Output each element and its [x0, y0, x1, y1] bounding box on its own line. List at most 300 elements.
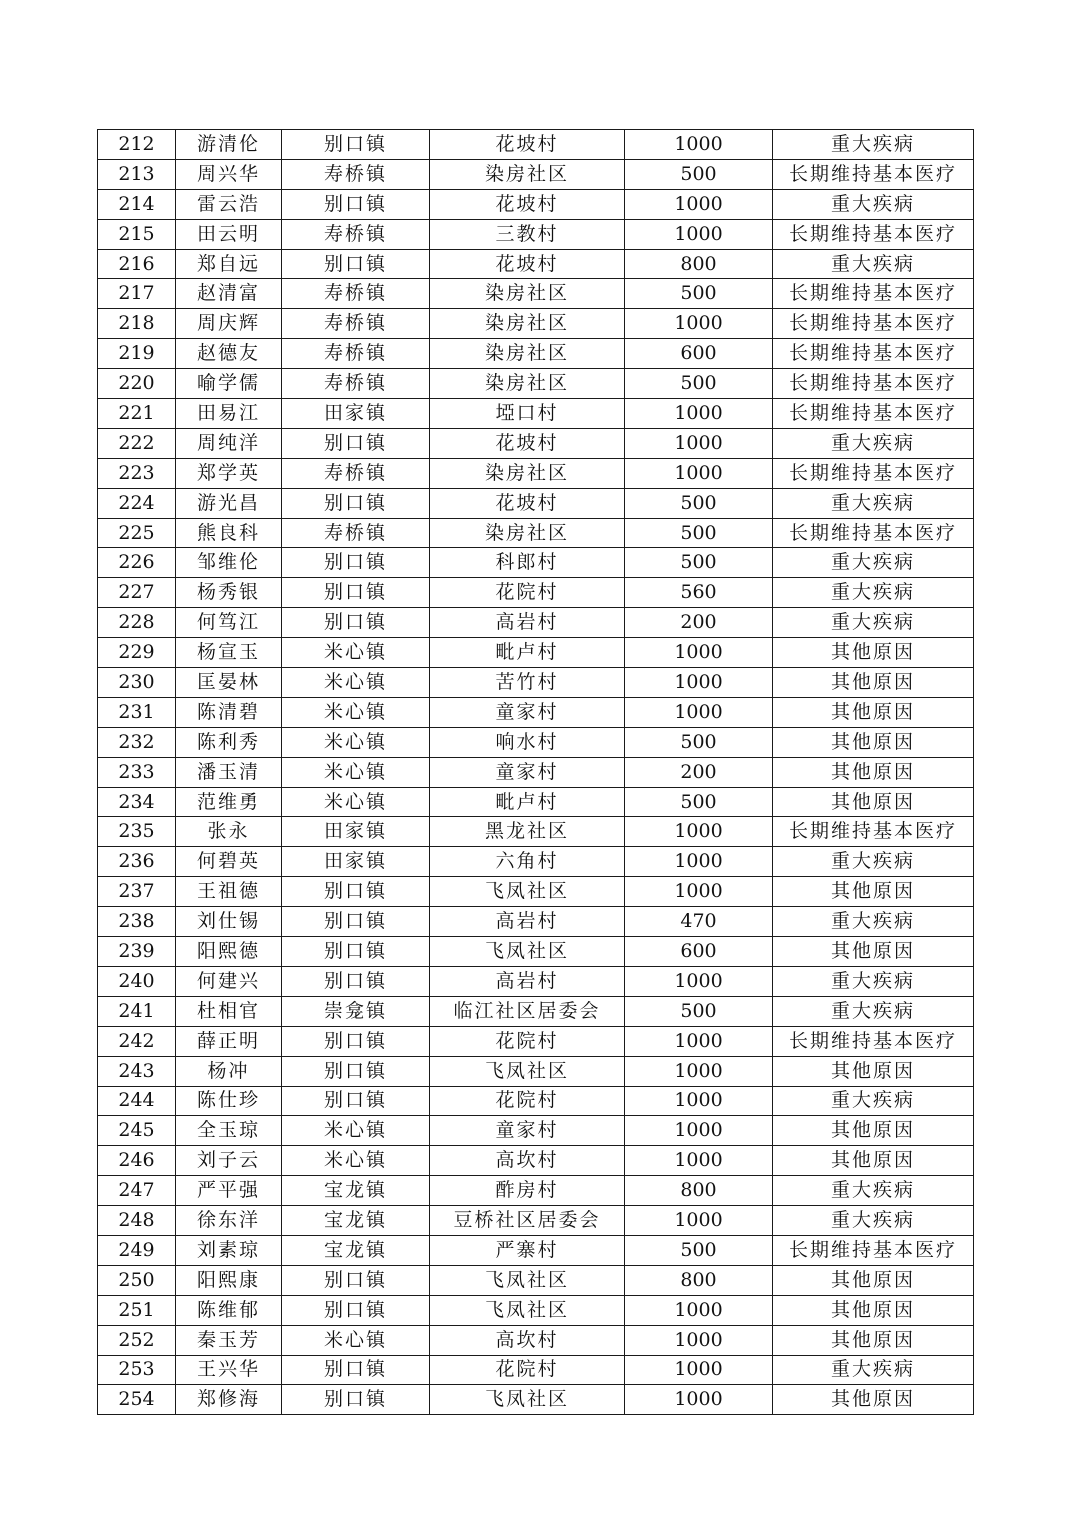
table-row — [98, 1056, 974, 1086]
reason-cell: 长期维持基本医疗 — [773, 458, 974, 488]
amount-cell: 1000 — [625, 1086, 773, 1116]
reason-cell: 其他原因 — [773, 1056, 974, 1086]
reason-cell: 其他原因 — [773, 757, 974, 787]
amount-cell: 1000 — [625, 219, 773, 249]
town-cell: 寿桥镇 — [282, 369, 430, 399]
town-cell: 崇龛镇 — [282, 996, 430, 1026]
reason-cell: 其他原因 — [773, 727, 974, 757]
amount-cell: 1000 — [625, 130, 773, 160]
village-cell: 花坡村 — [430, 189, 625, 219]
table-row — [98, 996, 974, 1026]
row-number-cell: 220 — [98, 369, 176, 399]
name-cell: 喻学儒 — [176, 369, 282, 399]
reason-cell: 长期维持基本医疗 — [773, 817, 974, 847]
town-cell: 田家镇 — [282, 817, 430, 847]
name-cell: 游光昌 — [176, 488, 282, 518]
row-number-cell: 250 — [98, 1265, 176, 1295]
row-number-cell: 235 — [98, 817, 176, 847]
village-cell: 响水村 — [430, 727, 625, 757]
row-number-cell: 243 — [98, 1056, 176, 1086]
row-number-cell: 224 — [98, 488, 176, 518]
row-number-cell: 254 — [98, 1385, 176, 1415]
name-cell: 刘仕锡 — [176, 907, 282, 937]
village-cell: 三教村 — [430, 219, 625, 249]
reason-cell: 重大疾病 — [773, 608, 974, 638]
town-cell: 米心镇 — [282, 697, 430, 727]
reason-cell: 重大疾病 — [773, 578, 974, 608]
table-row — [98, 727, 974, 757]
town-cell: 寿桥镇 — [282, 339, 430, 369]
village-cell: 酢房村 — [430, 1176, 625, 1206]
reason-cell: 其他原因 — [773, 1385, 974, 1415]
row-number-cell: 248 — [98, 1206, 176, 1236]
village-cell: 飞凤社区 — [430, 1385, 625, 1415]
town-cell: 别口镇 — [282, 1086, 430, 1116]
row-number-cell: 246 — [98, 1146, 176, 1176]
name-cell: 郑修海 — [176, 1385, 282, 1415]
amount-cell: 1000 — [625, 1385, 773, 1415]
reason-cell: 长期维持基本医疗 — [773, 1026, 974, 1056]
amount-cell: 200 — [625, 757, 773, 787]
name-cell: 熊良科 — [176, 518, 282, 548]
village-cell: 染房社区 — [430, 458, 625, 488]
row-number-cell: 222 — [98, 428, 176, 458]
village-cell: 花院村 — [430, 1026, 625, 1056]
row-number-cell: 217 — [98, 279, 176, 309]
name-cell: 邹维伦 — [176, 548, 282, 578]
row-number-cell: 241 — [98, 996, 176, 1026]
row-number-cell: 252 — [98, 1325, 176, 1355]
name-cell: 陈清碧 — [176, 697, 282, 727]
village-cell: 花院村 — [430, 1355, 625, 1385]
name-cell: 郑自远 — [176, 249, 282, 279]
row-number-cell: 244 — [98, 1086, 176, 1116]
reason-cell: 长期维持基本医疗 — [773, 159, 974, 189]
name-cell: 田云明 — [176, 219, 282, 249]
town-cell: 别口镇 — [282, 1026, 430, 1056]
table-row — [98, 668, 974, 698]
reason-cell: 重大疾病 — [773, 847, 974, 877]
row-number-cell: 251 — [98, 1295, 176, 1325]
town-cell: 别口镇 — [282, 1295, 430, 1325]
row-number-cell: 214 — [98, 189, 176, 219]
table-row — [98, 1385, 974, 1415]
row-number-cell: 227 — [98, 578, 176, 608]
amount-cell: 1000 — [625, 428, 773, 458]
table-row — [98, 1146, 974, 1176]
name-cell: 游清伦 — [176, 130, 282, 160]
table-row — [98, 219, 974, 249]
row-number-cell: 223 — [98, 458, 176, 488]
amount-cell: 600 — [625, 339, 773, 369]
amount-cell: 1000 — [625, 697, 773, 727]
town-cell: 别口镇 — [282, 966, 430, 996]
table-row — [98, 1026, 974, 1056]
name-cell: 雷云浩 — [176, 189, 282, 219]
village-cell: 童家村 — [430, 697, 625, 727]
row-number-cell: 228 — [98, 608, 176, 638]
reason-cell: 重大疾病 — [773, 1355, 974, 1385]
village-cell: 飞凤社区 — [430, 1265, 625, 1295]
name-cell: 秦玉芳 — [176, 1325, 282, 1355]
name-cell: 周兴华 — [176, 159, 282, 189]
reason-cell: 重大疾病 — [773, 1206, 974, 1236]
reason-cell: 其他原因 — [773, 638, 974, 668]
table-row — [98, 1206, 974, 1236]
row-number-cell: 231 — [98, 697, 176, 727]
name-cell: 田易江 — [176, 399, 282, 429]
reason-cell: 长期维持基本医疗 — [773, 518, 974, 548]
row-number-cell: 212 — [98, 130, 176, 160]
reason-cell: 重大疾病 — [773, 130, 974, 160]
table-row — [98, 399, 974, 429]
village-cell: 黑龙社区 — [430, 817, 625, 847]
village-cell: 染房社区 — [430, 159, 625, 189]
name-cell: 杨宣玉 — [176, 638, 282, 668]
row-number-cell: 237 — [98, 877, 176, 907]
amount-cell: 1000 — [625, 668, 773, 698]
village-cell: 临江社区居委会 — [430, 996, 625, 1026]
village-cell: 飞凤社区 — [430, 1295, 625, 1325]
amount-cell: 800 — [625, 1176, 773, 1206]
reason-cell: 长期维持基本医疗 — [773, 219, 974, 249]
table-row — [98, 907, 974, 937]
town-cell: 别口镇 — [282, 578, 430, 608]
table-row — [98, 159, 974, 189]
amount-cell: 1000 — [625, 1206, 773, 1236]
town-cell: 宝龙镇 — [282, 1176, 430, 1206]
name-cell: 何建兴 — [176, 966, 282, 996]
amount-cell: 500 — [625, 548, 773, 578]
table-row — [98, 817, 974, 847]
village-cell: 高坎村 — [430, 1146, 625, 1176]
name-cell: 潘玉清 — [176, 757, 282, 787]
village-cell: 花院村 — [430, 1086, 625, 1116]
row-number-cell: 221 — [98, 399, 176, 429]
amount-cell: 1000 — [625, 817, 773, 847]
village-cell: 高岩村 — [430, 608, 625, 638]
town-cell: 寿桥镇 — [282, 219, 430, 249]
table-row — [98, 279, 974, 309]
name-cell: 陈利秀 — [176, 727, 282, 757]
amount-cell: 1000 — [625, 966, 773, 996]
village-cell: 六角村 — [430, 847, 625, 877]
table-row — [98, 1116, 974, 1146]
town-cell: 别口镇 — [282, 608, 430, 638]
name-cell: 刘素琼 — [176, 1235, 282, 1265]
row-number-cell: 219 — [98, 339, 176, 369]
amount-cell: 1000 — [625, 847, 773, 877]
village-cell: 科郎村 — [430, 548, 625, 578]
village-cell: 童家村 — [430, 757, 625, 787]
town-cell: 米心镇 — [282, 1116, 430, 1146]
reason-cell: 重大疾病 — [773, 907, 974, 937]
town-cell: 宝龙镇 — [282, 1235, 430, 1265]
name-cell: 周纯洋 — [176, 428, 282, 458]
reason-cell: 其他原因 — [773, 1265, 974, 1295]
town-cell: 别口镇 — [282, 1056, 430, 1086]
name-cell: 郑学英 — [176, 458, 282, 488]
reason-cell: 其他原因 — [773, 877, 974, 907]
town-cell: 别口镇 — [282, 249, 430, 279]
village-cell: 高坎村 — [430, 1325, 625, 1355]
name-cell: 薛正明 — [176, 1026, 282, 1056]
village-cell: 毗卢村 — [430, 787, 625, 817]
town-cell: 米心镇 — [282, 1146, 430, 1176]
row-number-cell: 234 — [98, 787, 176, 817]
amount-cell: 500 — [625, 518, 773, 548]
row-number-cell: 218 — [98, 309, 176, 339]
table-row — [98, 1325, 974, 1355]
amount-cell: 500 — [625, 369, 773, 399]
reason-cell: 其他原因 — [773, 697, 974, 727]
name-cell: 范维勇 — [176, 787, 282, 817]
reason-cell: 重大疾病 — [773, 249, 974, 279]
village-cell: 染房社区 — [430, 309, 625, 339]
table-row — [98, 458, 974, 488]
town-cell: 田家镇 — [282, 847, 430, 877]
amount-cell: 1000 — [625, 189, 773, 219]
village-cell: 高岩村 — [430, 907, 625, 937]
amount-cell: 1000 — [625, 309, 773, 339]
table-row — [98, 1086, 974, 1116]
row-number-cell: 225 — [98, 518, 176, 548]
reason-cell: 长期维持基本医疗 — [773, 339, 974, 369]
table-row — [98, 608, 974, 638]
amount-cell: 800 — [625, 249, 773, 279]
table-row — [98, 697, 974, 727]
town-cell: 寿桥镇 — [282, 518, 430, 548]
amount-cell: 1000 — [625, 1026, 773, 1056]
amount-cell: 1000 — [625, 1146, 773, 1176]
village-cell: 飞凤社区 — [430, 877, 625, 907]
village-cell: 苦竹村 — [430, 668, 625, 698]
village-cell: 高岩村 — [430, 966, 625, 996]
reason-cell: 重大疾病 — [773, 966, 974, 996]
amount-cell: 1000 — [625, 399, 773, 429]
village-cell: 花坡村 — [430, 428, 625, 458]
amount-cell: 200 — [625, 608, 773, 638]
village-cell: 花坡村 — [430, 488, 625, 518]
name-cell: 赵清富 — [176, 279, 282, 309]
name-cell: 刘子云 — [176, 1146, 282, 1176]
row-number-cell: 240 — [98, 966, 176, 996]
town-cell: 别口镇 — [282, 548, 430, 578]
row-number-cell: 213 — [98, 159, 176, 189]
town-cell: 别口镇 — [282, 877, 430, 907]
amount-cell: 1000 — [625, 1355, 773, 1385]
table-row — [98, 578, 974, 608]
reason-cell: 重大疾病 — [773, 996, 974, 1026]
village-cell: 毗卢村 — [430, 638, 625, 668]
town-cell: 别口镇 — [282, 1355, 430, 1385]
village-cell: 飞凤社区 — [430, 1056, 625, 1086]
row-number-cell: 236 — [98, 847, 176, 877]
row-number-cell: 215 — [98, 219, 176, 249]
village-cell: 飞凤社区 — [430, 937, 625, 967]
town-cell: 别口镇 — [282, 189, 430, 219]
amount-cell: 500 — [625, 727, 773, 757]
town-cell: 寿桥镇 — [282, 279, 430, 309]
row-number-cell: 238 — [98, 907, 176, 937]
amount-cell: 500 — [625, 488, 773, 518]
row-number-cell: 226 — [98, 548, 176, 578]
row-number-cell: 242 — [98, 1026, 176, 1056]
village-cell: 埡口村 — [430, 399, 625, 429]
name-cell: 周庆辉 — [176, 309, 282, 339]
table-row — [98, 1265, 974, 1295]
table-row — [98, 877, 974, 907]
table-row — [98, 309, 974, 339]
name-cell: 阳熙康 — [176, 1265, 282, 1295]
amount-cell: 500 — [625, 159, 773, 189]
row-number-cell: 233 — [98, 757, 176, 787]
village-cell: 染房社区 — [430, 339, 625, 369]
table-row — [98, 518, 974, 548]
amount-cell: 600 — [625, 937, 773, 967]
amount-cell: 1000 — [625, 1295, 773, 1325]
reason-cell: 重大疾病 — [773, 1176, 974, 1206]
table-row — [98, 937, 974, 967]
town-cell: 寿桥镇 — [282, 159, 430, 189]
name-cell: 赵德友 — [176, 339, 282, 369]
amount-cell: 800 — [625, 1265, 773, 1295]
table-row — [98, 189, 974, 219]
reason-cell: 重大疾病 — [773, 428, 974, 458]
row-number-cell: 249 — [98, 1235, 176, 1265]
table-row — [98, 757, 974, 787]
row-number-cell: 229 — [98, 638, 176, 668]
name-cell: 陈维郁 — [176, 1295, 282, 1325]
row-number-cell: 232 — [98, 727, 176, 757]
town-cell: 别口镇 — [282, 1385, 430, 1415]
row-number-cell: 230 — [98, 668, 176, 698]
town-cell: 寿桥镇 — [282, 309, 430, 339]
reason-cell: 其他原因 — [773, 937, 974, 967]
amount-cell: 1000 — [625, 1056, 773, 1086]
table-row — [98, 249, 974, 279]
amount-cell: 1000 — [625, 1325, 773, 1355]
town-cell: 米心镇 — [282, 727, 430, 757]
table-row — [98, 1295, 974, 1325]
amount-cell: 1000 — [625, 458, 773, 488]
amount-cell: 500 — [625, 787, 773, 817]
name-cell: 全玉琼 — [176, 1116, 282, 1146]
name-cell: 杨冲 — [176, 1056, 282, 1086]
village-cell: 花坡村 — [430, 249, 625, 279]
table-row — [98, 130, 974, 160]
village-cell: 童家村 — [430, 1116, 625, 1146]
assistance-roster-table — [97, 129, 974, 1415]
table-row — [98, 787, 974, 817]
name-cell: 杨秀银 — [176, 578, 282, 608]
name-cell: 张永 — [176, 817, 282, 847]
reason-cell: 其他原因 — [773, 787, 974, 817]
village-cell: 染房社区 — [430, 518, 625, 548]
amount-cell: 1000 — [625, 877, 773, 907]
town-cell: 宝龙镇 — [282, 1206, 430, 1236]
row-number-cell: 247 — [98, 1176, 176, 1206]
reason-cell: 重大疾病 — [773, 1086, 974, 1116]
name-cell: 陈仕珍 — [176, 1086, 282, 1116]
amount-cell: 470 — [625, 907, 773, 937]
name-cell: 徐东洋 — [176, 1206, 282, 1236]
table-row — [98, 339, 974, 369]
table-row — [98, 428, 974, 458]
table-row — [98, 1355, 974, 1385]
town-cell: 米心镇 — [282, 757, 430, 787]
reason-cell: 长期维持基本医疗 — [773, 369, 974, 399]
name-cell: 何碧英 — [176, 847, 282, 877]
reason-cell: 重大疾病 — [773, 548, 974, 578]
town-cell: 米心镇 — [282, 787, 430, 817]
reason-cell: 其他原因 — [773, 1295, 974, 1325]
reason-cell: 其他原因 — [773, 1146, 974, 1176]
reason-cell: 其他原因 — [773, 668, 974, 698]
town-cell: 别口镇 — [282, 937, 430, 967]
town-cell: 别口镇 — [282, 907, 430, 937]
table-row — [98, 548, 974, 578]
name-cell: 王祖德 — [176, 877, 282, 907]
reason-cell: 重大疾病 — [773, 488, 974, 518]
amount-cell: 560 — [625, 578, 773, 608]
table-row — [98, 966, 974, 996]
name-cell: 杜相官 — [176, 996, 282, 1026]
table-row — [98, 1235, 974, 1265]
village-cell: 花坡村 — [430, 130, 625, 160]
name-cell: 何笃江 — [176, 608, 282, 638]
reason-cell: 长期维持基本医疗 — [773, 279, 974, 309]
village-cell: 严寨村 — [430, 1235, 625, 1265]
amount-cell: 500 — [625, 279, 773, 309]
village-cell: 豆桥社区居委会 — [430, 1206, 625, 1236]
row-number-cell: 245 — [98, 1116, 176, 1146]
town-cell: 米心镇 — [282, 668, 430, 698]
table-row — [98, 847, 974, 877]
amount-cell: 1000 — [625, 638, 773, 668]
amount-cell: 500 — [625, 1235, 773, 1265]
amount-cell: 500 — [625, 996, 773, 1026]
reason-cell: 长期维持基本医疗 — [773, 309, 974, 339]
name-cell: 严平强 — [176, 1176, 282, 1206]
name-cell: 王兴华 — [176, 1355, 282, 1385]
town-cell: 别口镇 — [282, 488, 430, 518]
row-number-cell: 239 — [98, 937, 176, 967]
town-cell: 别口镇 — [282, 1265, 430, 1295]
reason-cell: 长期维持基本医疗 — [773, 399, 974, 429]
table-row — [98, 488, 974, 518]
village-cell: 花院村 — [430, 578, 625, 608]
reason-cell: 长期维持基本医疗 — [773, 1235, 974, 1265]
reason-cell: 其他原因 — [773, 1116, 974, 1146]
table-row — [98, 369, 974, 399]
name-cell: 匡晏林 — [176, 668, 282, 698]
town-cell: 寿桥镇 — [282, 458, 430, 488]
amount-cell: 1000 — [625, 1116, 773, 1146]
town-cell: 田家镇 — [282, 399, 430, 429]
town-cell: 米心镇 — [282, 1325, 430, 1355]
town-cell: 别口镇 — [282, 428, 430, 458]
village-cell: 染房社区 — [430, 279, 625, 309]
reason-cell: 重大疾病 — [773, 189, 974, 219]
table-row — [98, 1176, 974, 1206]
town-cell: 别口镇 — [282, 130, 430, 160]
row-number-cell: 216 — [98, 249, 176, 279]
row-number-cell: 253 — [98, 1355, 176, 1385]
roster-body — [98, 130, 974, 1415]
village-cell: 染房社区 — [430, 369, 625, 399]
table-row — [98, 638, 974, 668]
